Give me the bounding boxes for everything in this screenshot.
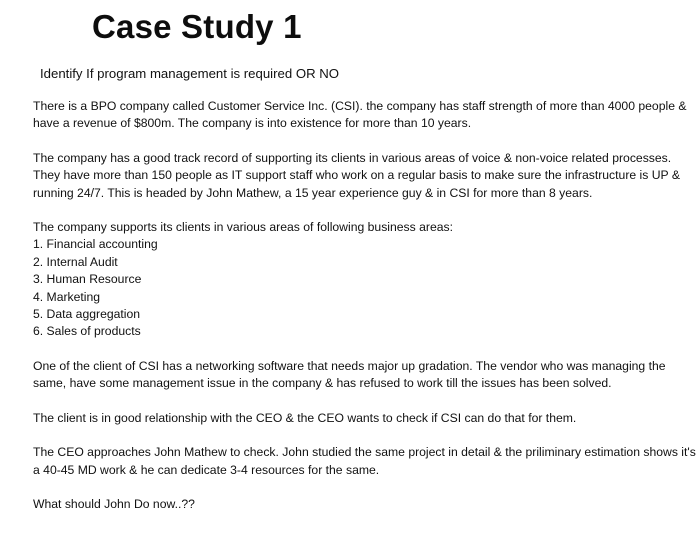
- list-item: 2. Internal Audit: [33, 254, 118, 269]
- paragraph-company-intro: There is a BPO company called Customer Service Inc. (CSI). the company has staff strength of more than 4000 people & have a revenue of $800m. The company is into existence for more than 10 years.: [33, 99, 687, 131]
- slide-subtitle: Identify If program management is required OR NO: [40, 66, 340, 81]
- paragraph-estimation: The CEO approaches John Mathew to check. John studied the same project in detail & the priliminary estimation shows it's a 40-45 MD work & he can dedicate 3-4 resources for the same.: [33, 445, 696, 477]
- case-body: [33, 98, 697, 513]
- paragraph-question: What should John Do now..??: [33, 496, 195, 511]
- paragraph-track-record: The company has a good track record of supporting its clients in various areas of voice & non-voice related processes. They have more than 150 people as IT support staff who work on a regular basis to make sure the infrastructure is UP & running 24/7. This is headed by John Mathew, a 15 year experience guy & in CSI for more than 8 years.: [33, 150, 680, 200]
- business-areas-list: [33, 236, 697, 340]
- list-item: 3. Human Resource: [33, 272, 142, 287]
- slide-title: Case Study 1: [92, 8, 302, 45]
- paragraph-business-areas-intro: The company supports its clients in various areas of following business areas:: [33, 220, 453, 235]
- list-item: 4. Marketing: [33, 289, 101, 304]
- paragraph-ceo-relationship: The client is in good relationship with the CEO & the CEO wants to check if CSI can do that for them.: [33, 410, 577, 425]
- list-item: 6. Sales of products: [33, 324, 141, 339]
- list-item: 5. Data aggregation: [33, 307, 141, 322]
- paragraph-client-software: One of the client of CSI has a networking software that needs major up gradation. The vendor who was managing the same, have some management issue in the company & has refused to work till the issues has been solved.: [33, 358, 666, 391]
- list-item: 1. Financial accounting: [33, 237, 158, 252]
